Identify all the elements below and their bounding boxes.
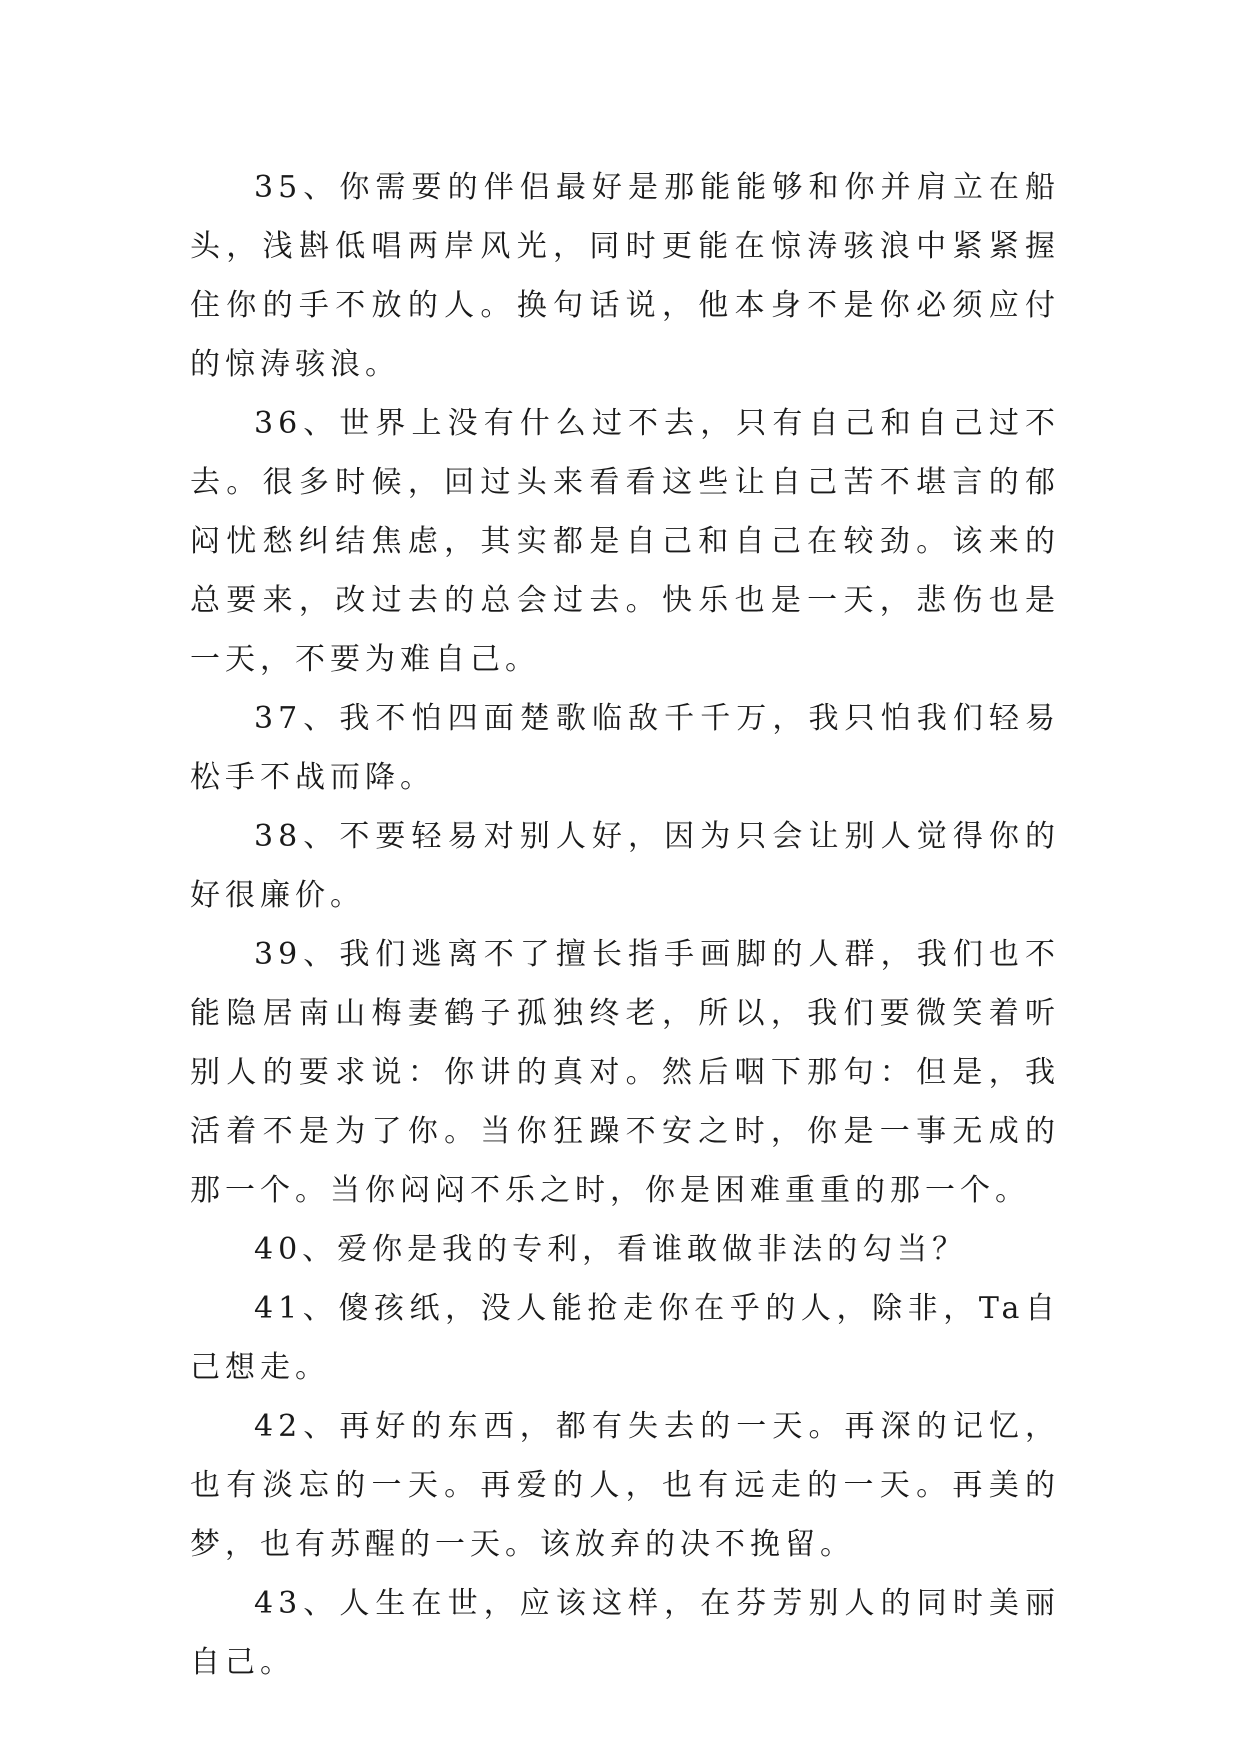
paragraph-42: 42、再好的东西，都有失去的一天。再深的记忆，也有淡忘的一天。再爱的人，也有远走的一天。再美的梦，也有苏醒的一天。该放弃的决不挽留。 <box>190 1409 1060 1562</box>
paragraph-35: 35、你需要的伴侣最好是那能能够和你并肩立在船头，浅斟低唱两岸风光，同时更能在惊涛骇浪中紧紧握住你的手不放的人。换句话说，他本身不是你必须应付的惊涛骇浪。 <box>190 170 1060 382</box>
paragraph-39: 39、我们逃离不了擅长指手画脚的人群，我们也不能隐居南山梅妻鹤子孤独终老，所以，我们要微笑着听别人的要求说：你讲的真对。然后咽下那句：但是，我活着不是为了你。当你狂躁不安之时，你是一事无成的那一个。当你闷闷不乐之时，你是困难重重的那一个。 <box>190 937 1060 1208</box>
paragraph-36: 36、世界上没有什么过不去，只有自己和自己过不去。很多时候，回过头来看看这些让自己苦不堪言的郁闷忧愁纠结焦虑，其实都是自己和自己在较劲。该来的总要来，改过去的总会过去。快乐也是一天，悲伤也是一天，不要为难自己。 <box>190 406 1060 677</box>
paragraph-41: 41、傻孩纸，没人能抢走你在乎的人，除非，Ta自己想走。 <box>190 1291 1060 1385</box>
paragraph-37: 37、我不怕四面楚歌临敌千千万，我只怕我们轻易松手不战而降。 <box>190 701 1060 795</box>
document-body <box>190 158 1060 1692</box>
paragraph-38: 38、不要轻易对别人好，因为只会让别人觉得你的好很廉价。 <box>190 819 1060 913</box>
paragraph-40: 40、爱你是我的专利，看谁敢做非法的勾当？ <box>254 1232 968 1267</box>
paragraph-43: 43、人生在世，应该这样，在芬芳别人的同时美丽自己。 <box>190 1586 1060 1680</box>
